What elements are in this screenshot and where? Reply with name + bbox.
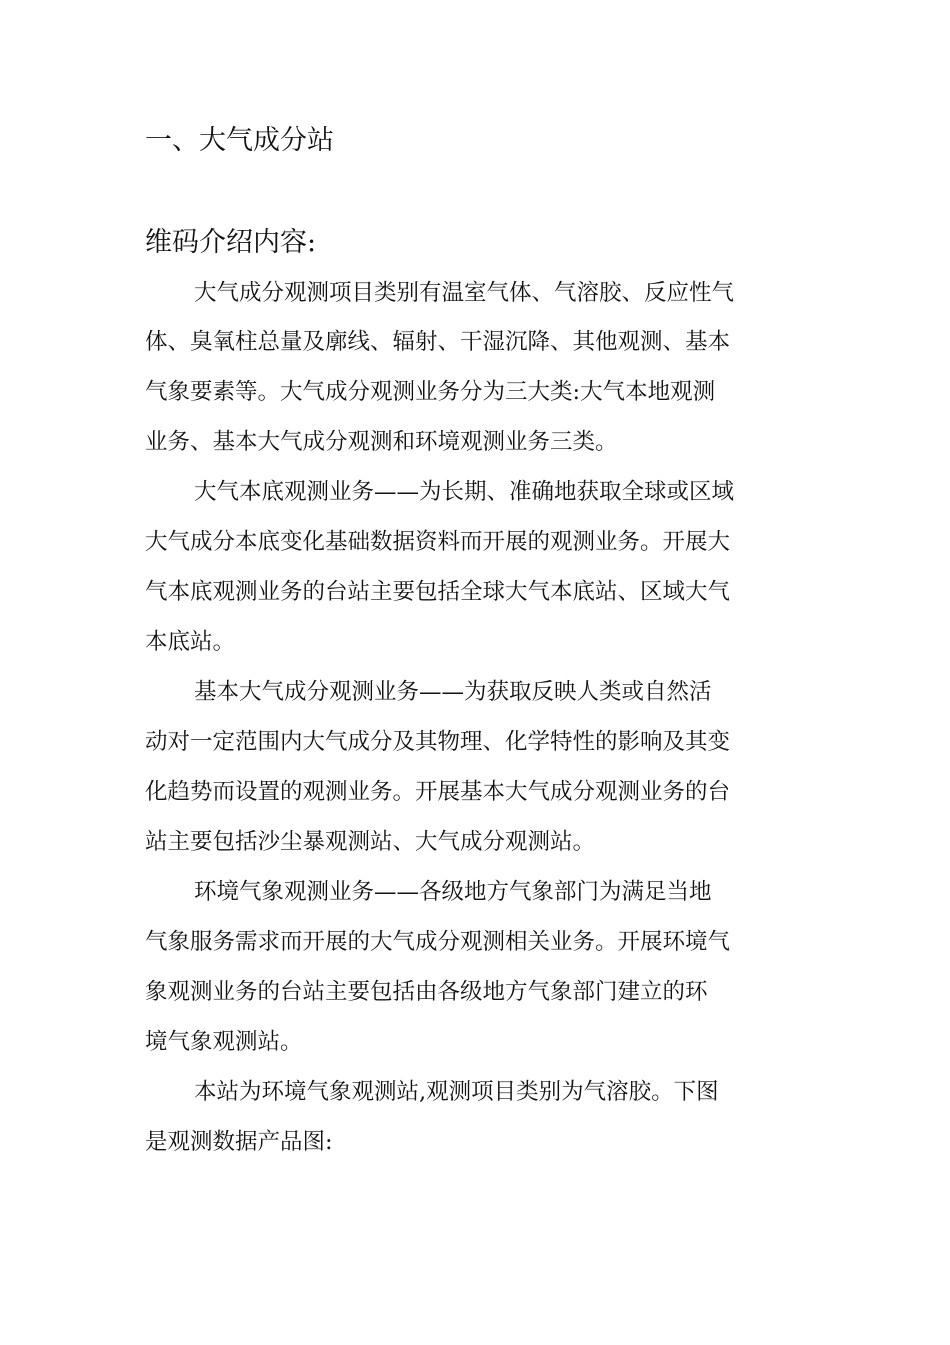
paragraph-line: 象观测业务的台站主要包括由各级地方气象部门建立的环 bbox=[145, 979, 708, 1005]
paragraph-line: 动对一定范围内大气成分及其物理、化学特性的影响及其变 bbox=[145, 729, 731, 755]
paragraph-line: 大气成分观测项目类别有温室气体、气溶胶、反应性气 bbox=[194, 280, 735, 306]
paragraph-line: 是观测数据产品图: bbox=[145, 1129, 333, 1155]
subsection-heading: 维码介绍内容: bbox=[145, 227, 317, 258]
paragraph-line: 本底站。 bbox=[145, 629, 236, 655]
paragraph-line: 大气本底观测业务——为长期、准确地获取全球或区域 bbox=[194, 479, 735, 505]
paragraph-line: 站主要包括沙尘暴观测站、大气成分观测站。 bbox=[145, 829, 596, 855]
paragraph-line: 气象要素等。大气成分观测业务分为三大类:大气本地观测 bbox=[145, 379, 716, 405]
paragraph-line: 环境气象观测业务——各级地方气象部门为满足当地 bbox=[194, 879, 712, 905]
section-heading: 一、大气成分站 bbox=[145, 125, 334, 156]
paragraph-line: 气象服务需求而开展的大气成分观测相关业务。开展环境气 bbox=[145, 929, 731, 955]
paragraph-line: 境气象观测站。 bbox=[145, 1029, 303, 1055]
paragraph-line: 基本大气成分观测业务——为获取反映人类或自然活 bbox=[194, 679, 712, 705]
paragraph-line: 业务、基本大气成分观测和环境观测业务三类。 bbox=[145, 429, 618, 455]
paragraph-line: 体、臭氧柱总量及廓线、辐射、干湿沉降、其他观测、基本 bbox=[145, 329, 731, 355]
paragraph-line: 大气成分本底变化基础数据资料而开展的观测业务。开展大 bbox=[145, 529, 731, 555]
paragraph-line: 本站为环境气象观测站,观测项目类别为气溶胶。下图 bbox=[194, 1079, 719, 1105]
paragraph-line: 化趋势而设置的观测业务。开展基本大气成分观测业务的台 bbox=[145, 779, 731, 805]
paragraph-line: 气本底观测业务的台站主要包括全球大气本底站、区域大气 bbox=[145, 579, 731, 605]
